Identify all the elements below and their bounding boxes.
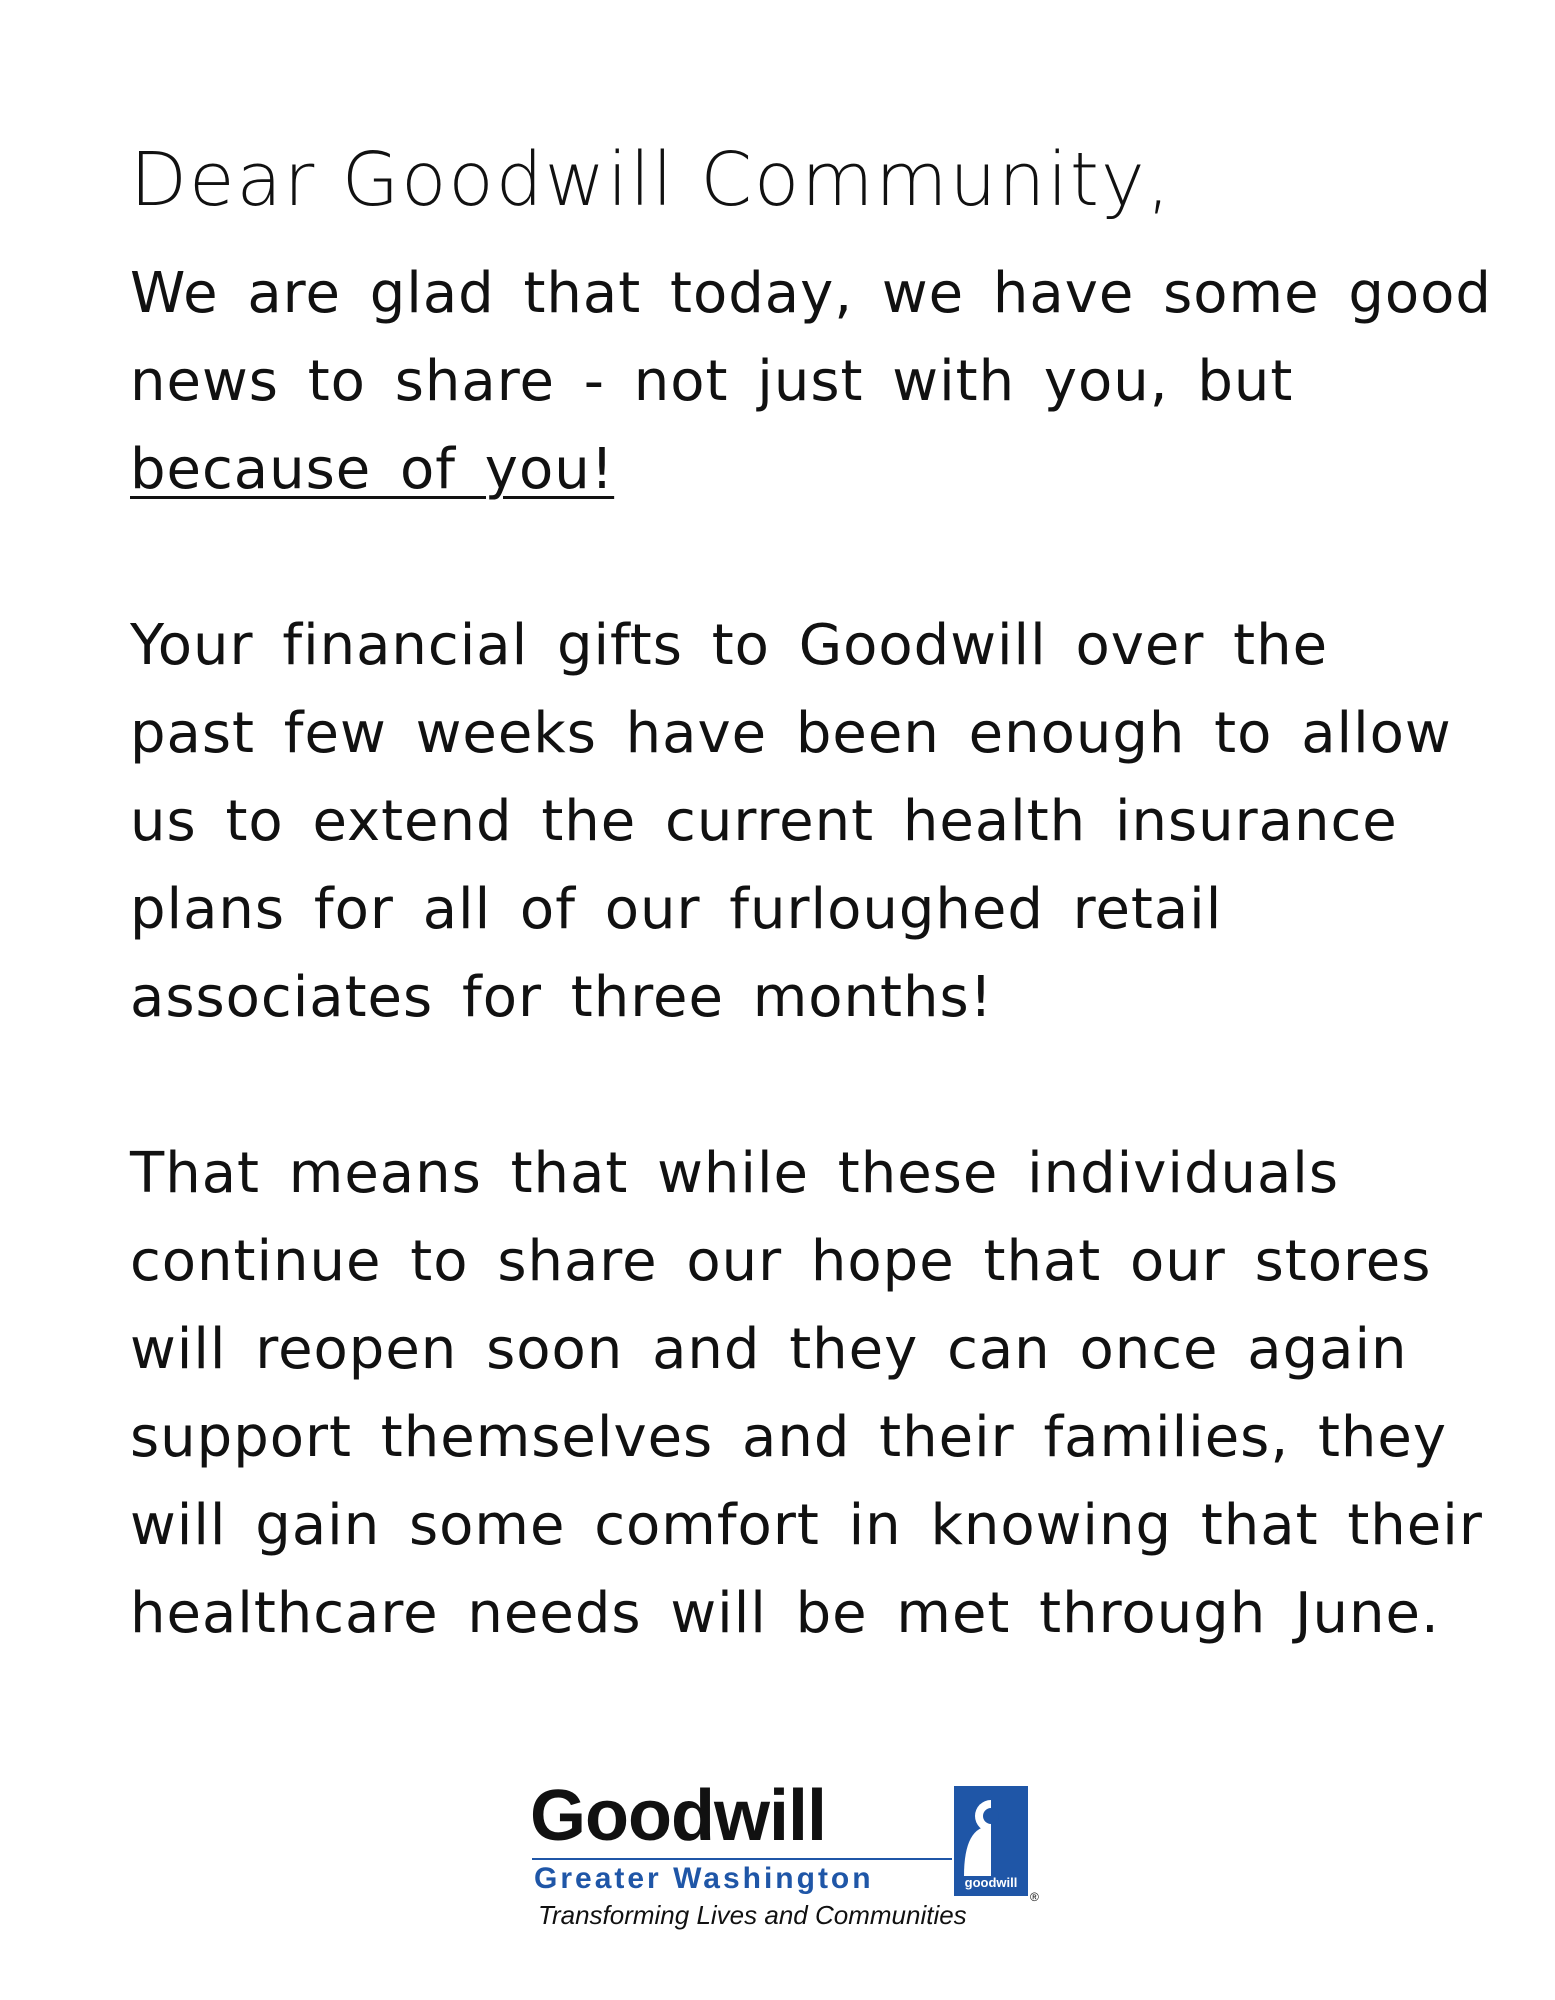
salutation: Dear Goodwill Community, [130,137,1173,223]
paragraph-financial-gifts [130,602,1450,1042]
paragraph-healthcare [130,1130,1483,1658]
registered-mark: ® [1030,1890,1039,1904]
paragraph-line: That means that while these individuals [130,1141,1340,1206]
paragraph-line: healthcare needs will be met through June. [130,1581,1440,1646]
paragraph-line: continue to share our hope that our stores [130,1229,1432,1294]
paragraph-line: associates for three months! [130,965,994,1030]
logo-wordmark: Goodwill [530,1776,826,1856]
emphasis-because-of-you: because of you! [130,437,615,502]
goodwill-logo [530,1776,1039,1930]
logo-divider [532,1858,952,1860]
paragraph-line: We are glad that today, we have some good [130,261,1492,326]
paragraph-line: will reopen soon and they can once again [130,1317,1408,1382]
paragraph-line: news to share - not just with you, but [130,349,1294,414]
paragraph-good-news [130,250,1492,514]
smiling-g-icon [954,1786,1028,1876]
paragraph-line: Your financial gifts to Goodwill over the [130,613,1329,678]
logo-region: Greater Washington [534,1862,874,1895]
paragraph-line: past few weeks have been enough to allow [130,701,1452,766]
paragraph-line: us to extend the current health insurance [130,789,1398,854]
paragraph-line: will gain some comfort in knowing that their [130,1493,1483,1558]
letter-body [130,120,1492,1658]
paragraph-line: plans for all of our furloughed retail [130,877,1223,942]
goodwill-smiling-g-icon [954,1786,1028,1896]
logo-badge-text: goodwill [964,1875,1018,1890]
paragraph-line: support themselves and their families, they [130,1405,1447,1470]
logo-tagline: Transforming Lives and Communities [538,1900,967,1930]
